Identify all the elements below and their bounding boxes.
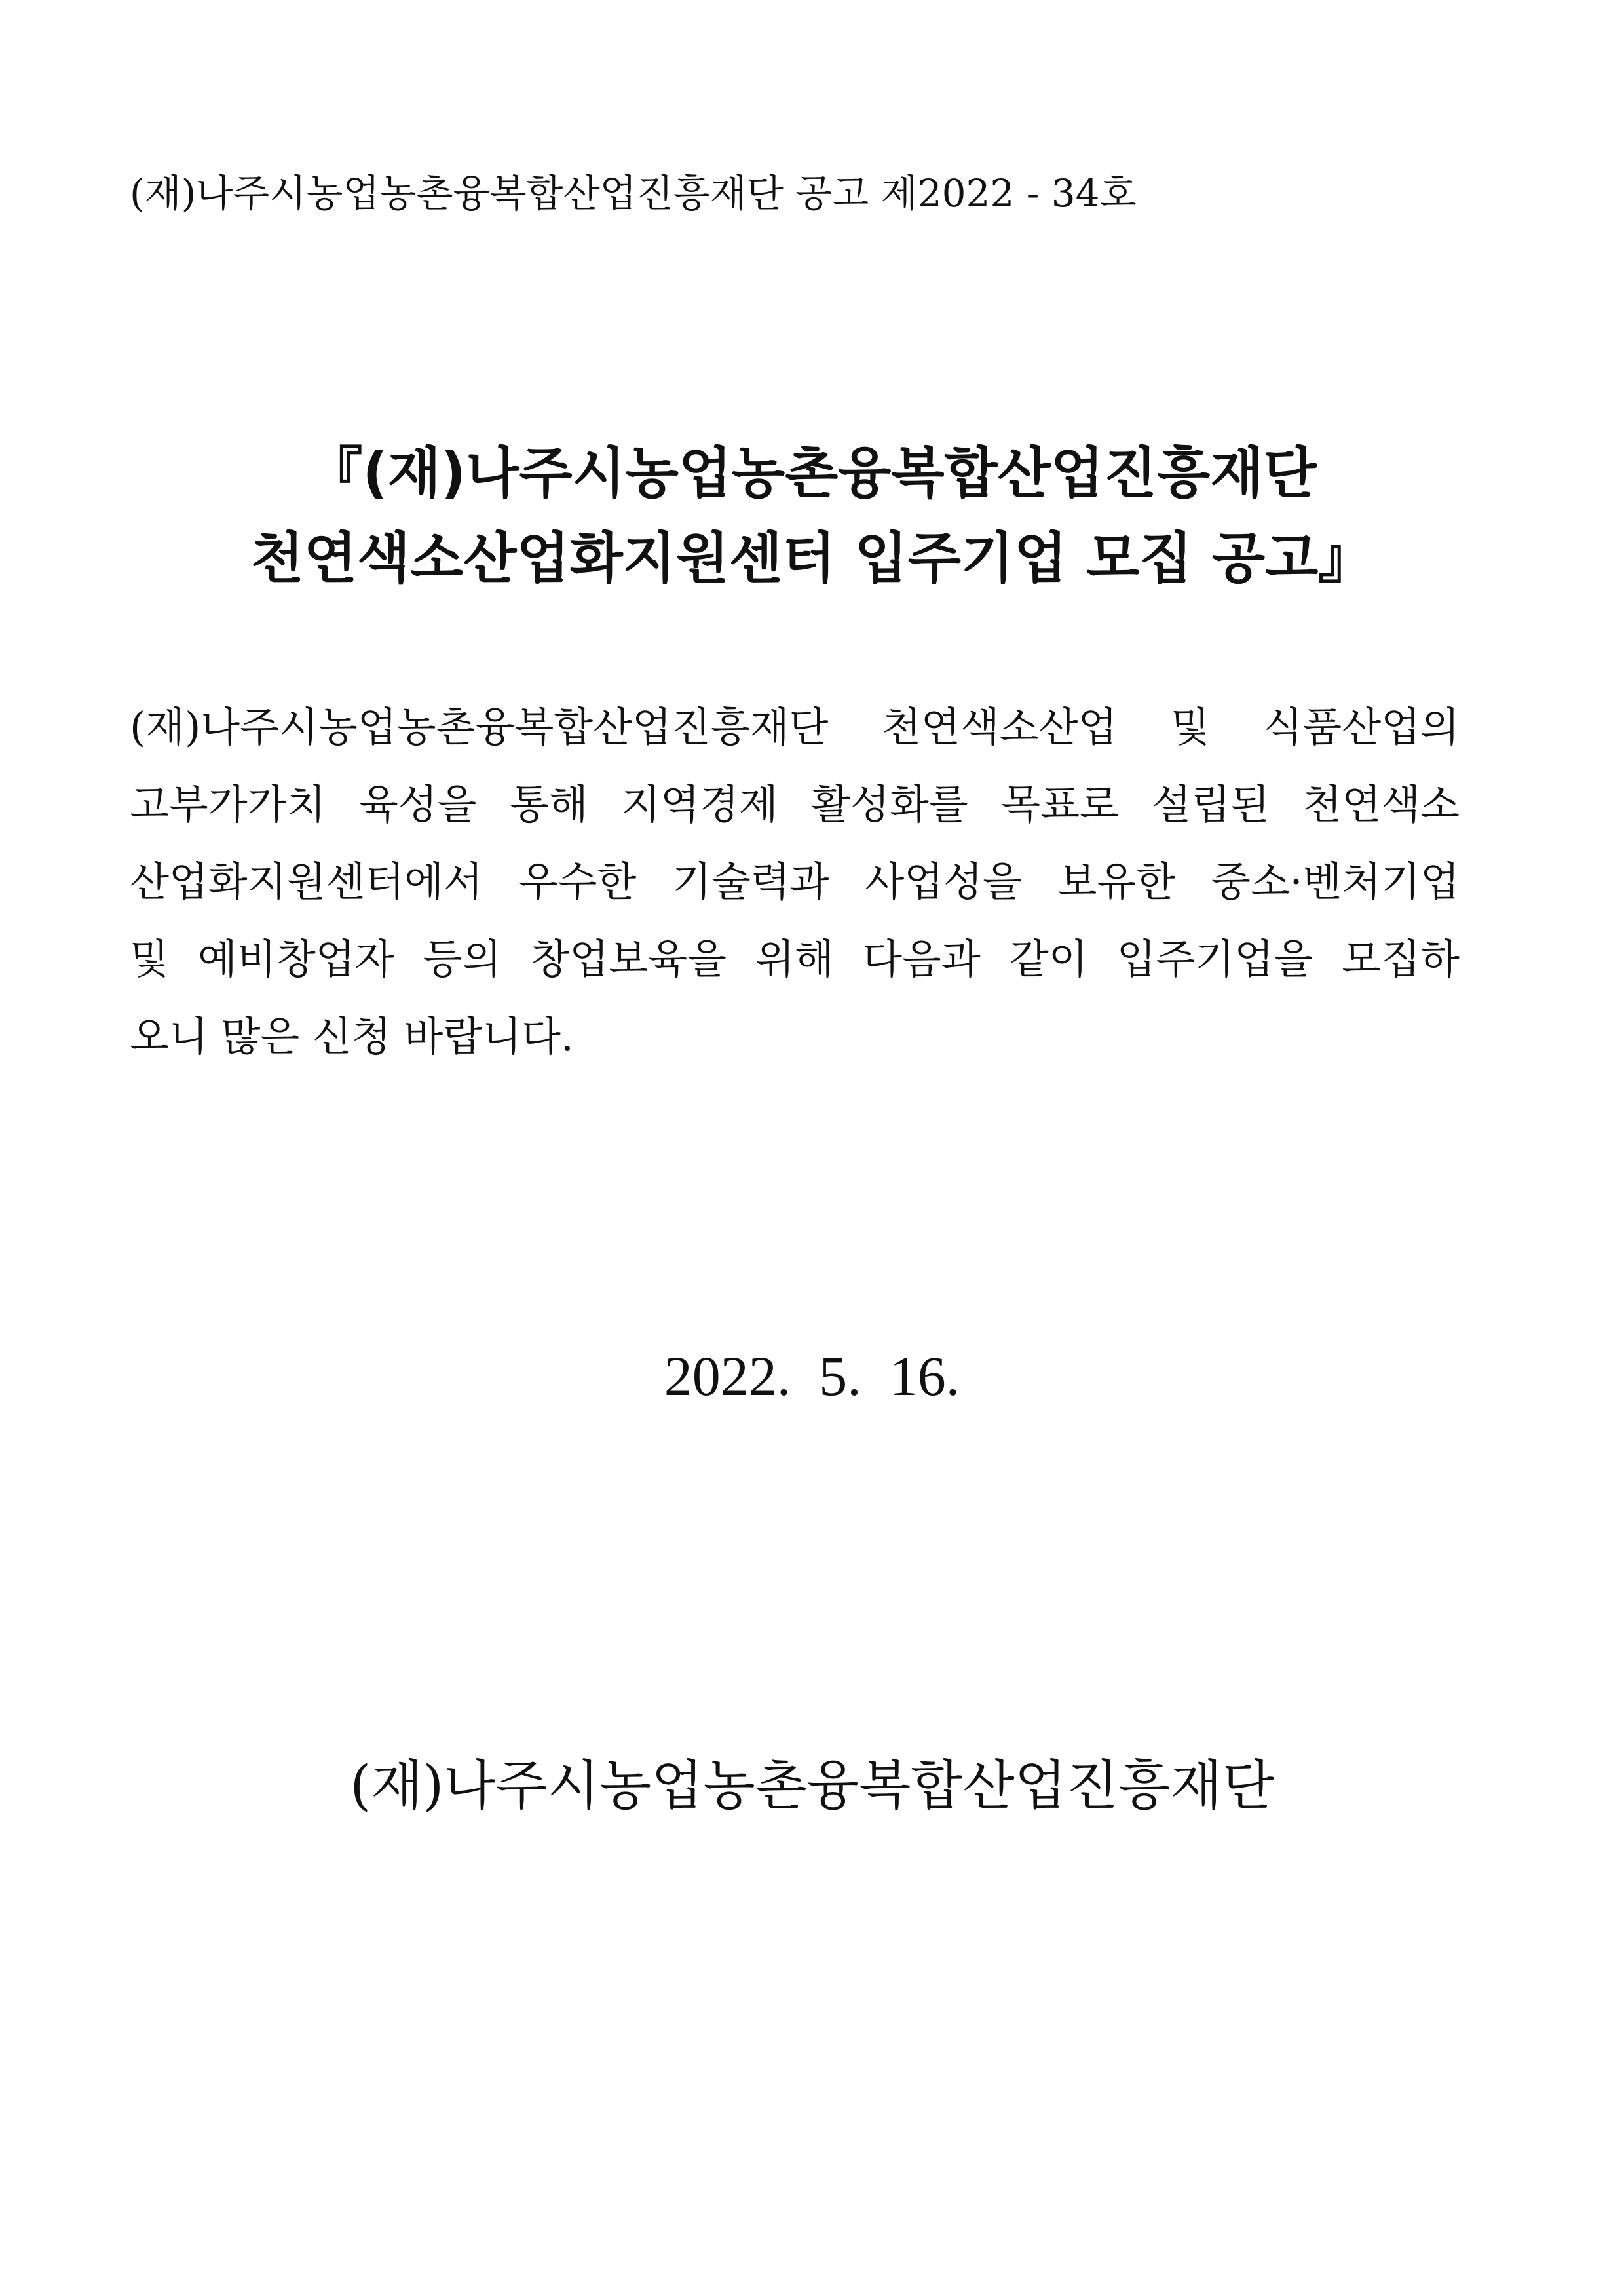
notice-number: (재)나주시농업농촌융복합산업진흥재단 공고 제2022 - 34호 — [130, 171, 1137, 216]
document-title-line-1: 『(재)나주시농업농촌융복합산업진흥재단 — [307, 441, 1317, 505]
body-line-5: 오니 많은 신청 바랍니다. — [130, 1012, 574, 1060]
notice-date: 2022. 5. 16. — [664, 1345, 960, 1407]
document-title-line-2: 천연색소산업화지원센터 입주기업 모집 공고』 — [250, 526, 1374, 590]
issuer-name: (재)나주시농업농촌융복합산업진흥재단 — [350, 1755, 1274, 1817]
body-line-2: 고부가가치 육성을 통해 지역경제 활성화를 목표로 설립된 천연색소 — [130, 780, 1460, 828]
body-line-1: (재)나주시농업농촌융복합산업진흥재단 천연색소산업 및 식품산업의 — [130, 703, 1460, 751]
body-line-4: 및 예비창업자 등의 창업보육을 위해 다음과 같이 입주기업을 모집하 — [130, 935, 1460, 983]
body-line-3: 산업화지원센터에서 우수한 기술력과 사업성을 보유한 중소·벤처기업 — [130, 858, 1460, 906]
